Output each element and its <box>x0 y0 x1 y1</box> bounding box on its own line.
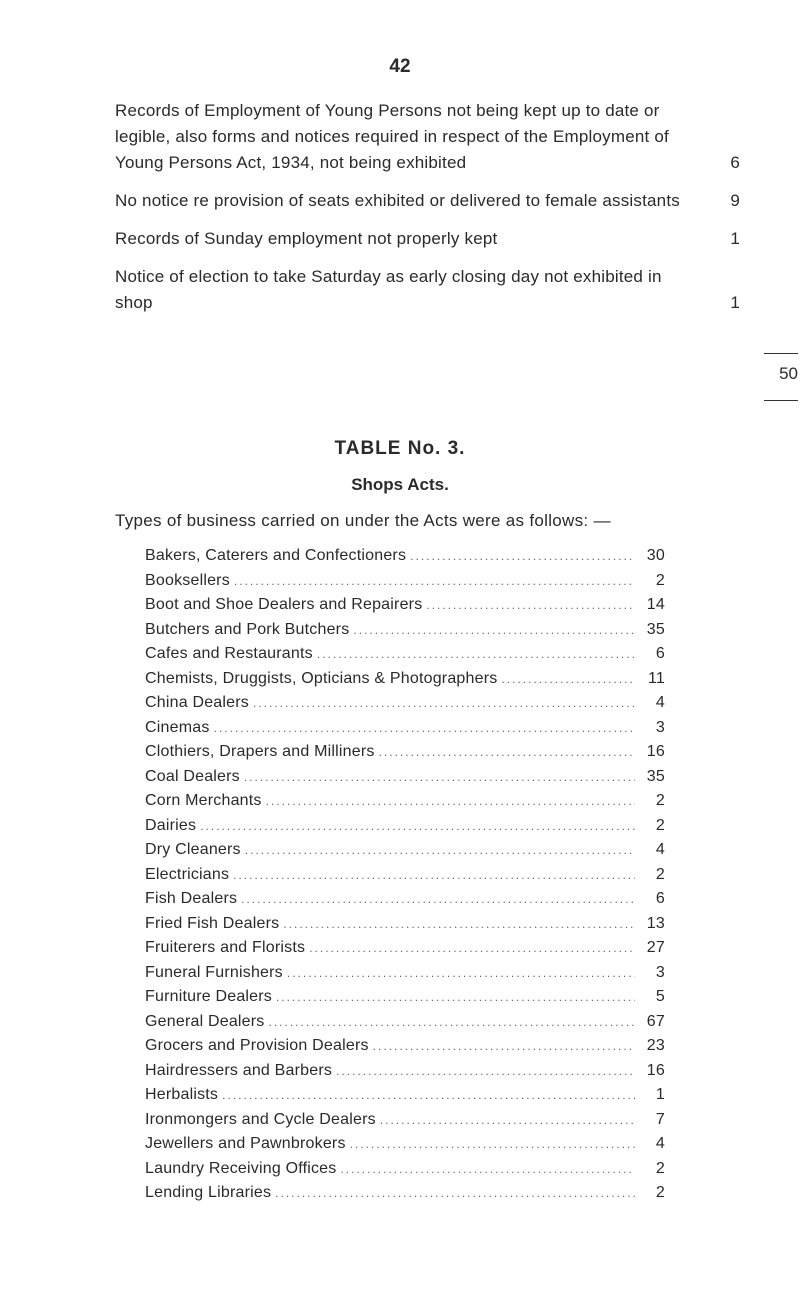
business-count: 4 <box>655 694 665 711</box>
dot-leader <box>214 721 635 735</box>
business-count: 16 <box>646 1061 665 1079</box>
business-type: Lending Libraries <box>145 1184 272 1201</box>
business-type: Boot and Shoe Dealers and Repairers <box>145 596 423 613</box>
business-type: Funeral Furnishers <box>145 963 283 981</box>
dot-leader <box>266 794 635 808</box>
business-type: Clothiers, Drapers and Milliners <box>145 743 375 760</box>
table-row <box>145 1135 665 1160</box>
business-count: 2 <box>655 792 665 809</box>
business-type: Bakers, Caterers and Confectioners <box>145 547 407 564</box>
total-rule-top <box>764 353 798 354</box>
dot-leader <box>426 598 635 612</box>
dot-leader <box>410 549 635 563</box>
business-count: 4 <box>655 841 665 858</box>
business-count: 4 <box>655 1135 665 1152</box>
business-type: Dairies <box>145 816 197 834</box>
table-row <box>145 768 665 793</box>
dot-leader <box>276 990 635 1004</box>
dot-leader <box>200 819 635 833</box>
business-count: 6 <box>655 890 665 907</box>
business-type: Ironmongers and Cycle Dealers <box>145 1110 376 1128</box>
dot-leader <box>317 647 635 661</box>
record-text: Records of Employment of Young Persons not being kept up to date or legible, also forms and notices required in respect of the Employment of Young Persons Act, 1934, not being exhibited <box>115 101 669 172</box>
business-count: 2 <box>655 865 665 883</box>
dot-leader <box>287 966 635 980</box>
record-entry <box>115 188 740 214</box>
dot-leader <box>373 1039 635 1053</box>
business-count: 2 <box>655 1159 665 1177</box>
business-type: Cinemas <box>145 718 210 736</box>
record-text: Notice of election to take Saturday as early closing day not exhibited in shop <box>115 267 662 312</box>
dot-leader <box>501 672 635 686</box>
table-row <box>145 841 665 866</box>
table-intro: Types of business carried on under the Acts were as follows: — <box>115 511 611 530</box>
business-type: Coal Dealers <box>145 767 240 785</box>
table-row <box>145 621 665 646</box>
business-type: Jewellers and Pawnbrokers <box>145 1135 346 1152</box>
business-type: Chemists, Druggists, Opticians & Photographers <box>145 669 498 687</box>
business-type: Hairdressers and Barbers <box>145 1061 333 1079</box>
business-count: 2 <box>655 816 665 834</box>
business-type: Herbalists <box>145 1086 219 1103</box>
business-count: 5 <box>655 988 665 1005</box>
business-type: General Dealers <box>145 1012 265 1030</box>
dot-leader <box>222 1088 635 1102</box>
table-row <box>145 1037 665 1062</box>
table-row <box>145 939 665 964</box>
table-row <box>145 890 665 915</box>
table-row <box>145 1160 665 1185</box>
business-type: Cafes and Restaurants <box>145 645 313 662</box>
table-row <box>145 866 665 891</box>
business-count: 27 <box>646 939 665 956</box>
dot-leader <box>283 917 635 931</box>
table-row <box>145 1062 665 1087</box>
table-row <box>145 988 665 1013</box>
table-row <box>145 572 665 597</box>
table-row <box>145 719 665 744</box>
business-count: 7 <box>655 1110 665 1128</box>
business-count: 35 <box>646 620 665 638</box>
total-rule-bottom <box>764 400 798 401</box>
dot-leader <box>340 1162 635 1176</box>
business-type: Fried Fish Dealers <box>145 914 280 932</box>
table-row <box>145 817 665 842</box>
business-count: 2 <box>655 571 665 589</box>
dot-leader <box>234 574 635 588</box>
dot-leader <box>275 1186 635 1200</box>
business-list <box>145 547 665 1209</box>
business-count: 1 <box>655 1086 665 1103</box>
business-count: 3 <box>655 718 665 736</box>
table-row <box>145 1184 665 1209</box>
business-type: China Dealers <box>145 694 249 711</box>
business-count: 13 <box>646 914 665 932</box>
table-row <box>145 1086 665 1111</box>
dot-leader <box>336 1064 635 1078</box>
business-type: Corn Merchants <box>145 792 262 809</box>
table-row <box>145 915 665 940</box>
dot-leader <box>241 892 635 906</box>
dot-leader <box>380 1113 635 1127</box>
record-value: 1 <box>730 293 740 312</box>
business-type: Grocers and Provision Dealers <box>145 1037 369 1054</box>
business-type: Fruiterers and Florists <box>145 939 306 956</box>
business-count: 16 <box>646 743 665 760</box>
record-value: 9 <box>730 191 740 210</box>
records-total: 50 <box>779 364 798 383</box>
business-type: Electricians <box>145 865 230 883</box>
dot-leader <box>253 696 635 710</box>
table-row <box>145 1013 665 1038</box>
business-count: 2 <box>655 1184 665 1201</box>
business-type: Dry Cleaners <box>145 841 241 858</box>
record-entry <box>115 226 740 252</box>
records-list <box>115 98 740 328</box>
business-count: 23 <box>646 1037 665 1054</box>
dot-leader <box>244 770 635 784</box>
table-row <box>145 694 665 719</box>
business-type: Laundry Receiving Offices <box>145 1159 337 1177</box>
record-entry <box>115 264 740 316</box>
record-value: 6 <box>730 153 740 172</box>
record-entry <box>115 98 740 176</box>
table-row <box>145 547 665 572</box>
business-count: 67 <box>646 1012 665 1030</box>
table-subtitle: Shops Acts. <box>351 475 449 494</box>
table-row <box>145 645 665 670</box>
dot-leader <box>269 1015 636 1029</box>
business-type: Booksellers <box>145 571 230 589</box>
table-row <box>145 743 665 768</box>
record-text: No notice re provision of seats exhibited or delivered to female assistants <box>115 191 680 210</box>
business-count: 14 <box>646 596 665 613</box>
table-row <box>145 596 665 621</box>
dot-leader <box>350 1137 635 1151</box>
table-title: TABLE No. 3. <box>334 438 466 459</box>
dot-leader <box>309 941 635 955</box>
page-number: 42 <box>389 56 411 77</box>
dot-leader <box>379 745 635 759</box>
table-row <box>145 964 665 989</box>
record-text: Records of Sunday employment not properly kept <box>115 229 498 248</box>
business-count: 35 <box>646 767 665 785</box>
table-row <box>145 670 665 695</box>
business-type: Fish Dealers <box>145 890 238 907</box>
business-count: 6 <box>655 645 665 662</box>
business-count: 30 <box>646 547 665 564</box>
dot-leader <box>353 623 635 637</box>
business-count: 11 <box>647 669 665 687</box>
dot-leader <box>233 868 635 882</box>
business-type: Butchers and Pork Butchers <box>145 620 350 638</box>
table-row <box>145 792 665 817</box>
business-type: Furniture Dealers <box>145 988 273 1005</box>
record-value: 1 <box>730 229 740 248</box>
dot-leader <box>245 843 635 857</box>
business-count: 3 <box>655 963 665 981</box>
table-row <box>145 1111 665 1136</box>
